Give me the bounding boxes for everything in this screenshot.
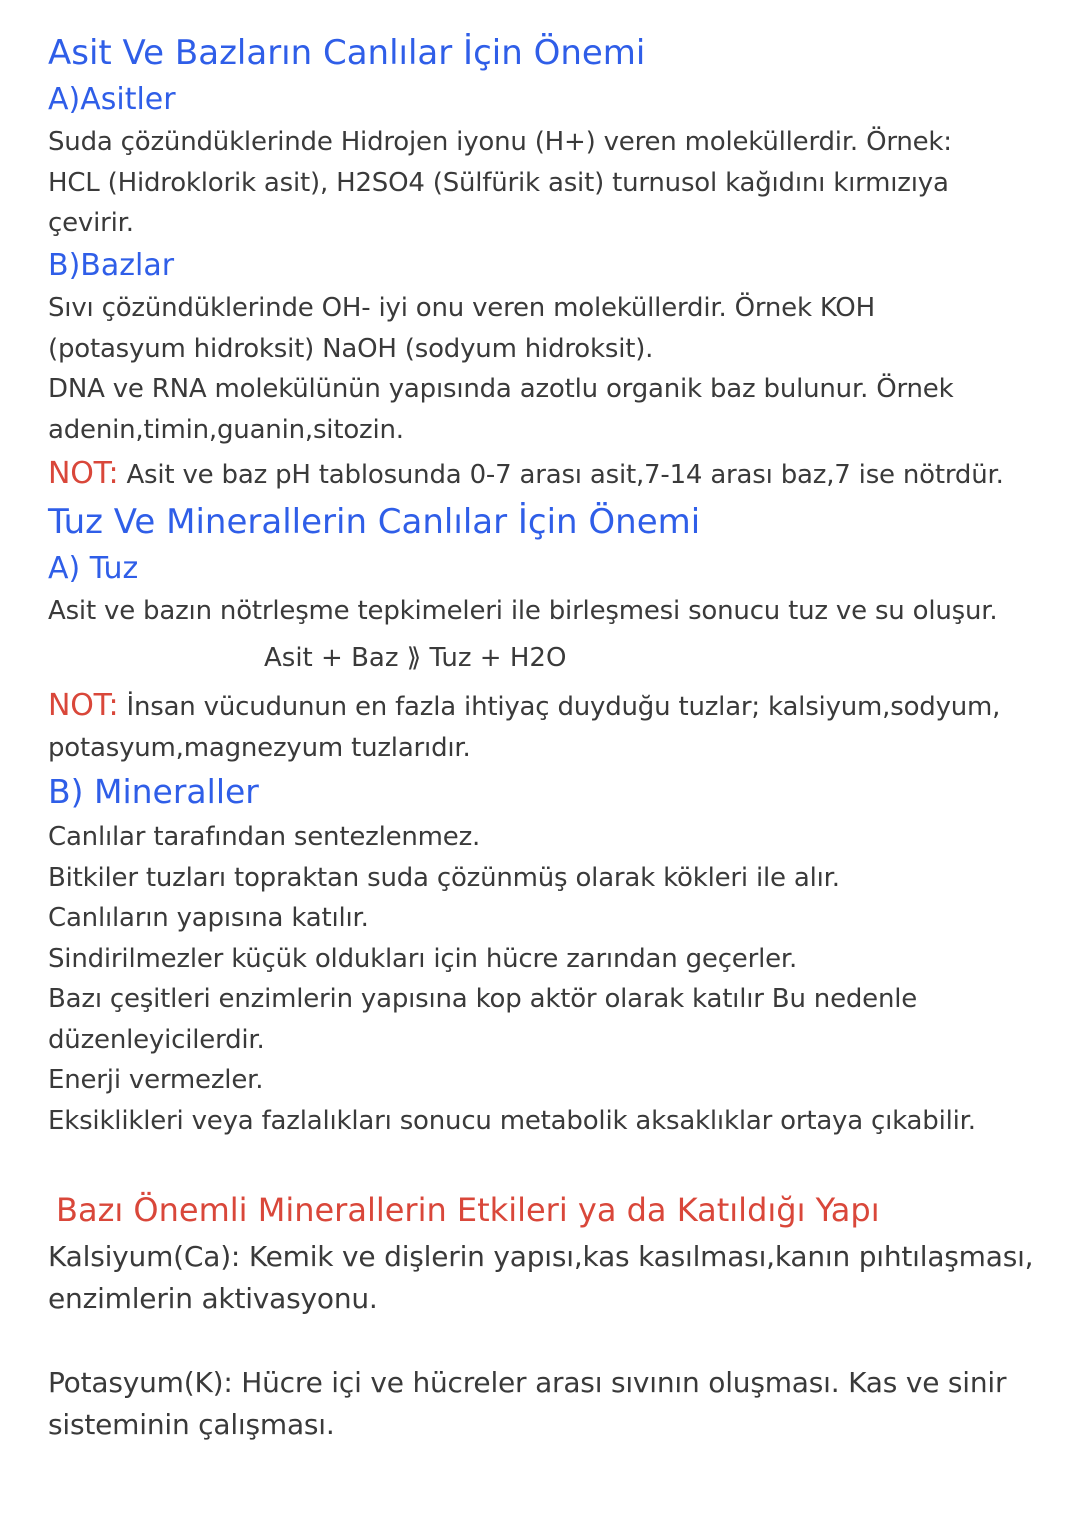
heading-minerals: B) Mineraller bbox=[48, 772, 259, 811]
section-title-important-minerals: Bazı Önemli Minerallerin Etkileri ya da Katıldığı Yapı bbox=[56, 1191, 880, 1229]
minerals-line-4: Sindirilmezler küçük oldukları için hücre zarından geçerler. bbox=[48, 943, 798, 974]
bases-line-2: (potasyum hidroksit) NaOH (sodyum hidroksit). bbox=[48, 333, 654, 364]
potassium-line-1: Potasyum(K): Hücre içi ve hücreler arası sıvının oluşması. Kas ve sinir bbox=[48, 1366, 1007, 1399]
calcium-line-1: Kalsiyum(Ca): Kemik ve dişlerin yapısı,kas kasılması,kanın pıhtılaşması, bbox=[48, 1240, 1034, 1273]
heading-bases: B)Bazlar bbox=[48, 248, 175, 283]
neutralization-equation: Asit + Baz ⟫ Tuz + H2O bbox=[264, 643, 567, 673]
bases-line-4: adenin,timin,guanin,sitozin. bbox=[48, 414, 404, 445]
minerals-line-3: Canlıların yapısına katılır. bbox=[48, 903, 369, 933]
note-salts bbox=[48, 686, 1048, 768]
note-text-line-2: potasyum,magnezyum tuzlarıdır. bbox=[48, 732, 471, 763]
section-title-salt-minerals: Tuz Ve Minerallerin Canlılar İçin Önemi bbox=[48, 502, 701, 542]
calcium-paragraph bbox=[48, 1236, 1048, 1320]
acids-line-1: Suda çözündüklerinde Hidrojen iyonu (H+) veren moleküllerdir. Örnek: bbox=[48, 127, 952, 157]
potassium-paragraph bbox=[48, 1362, 1048, 1446]
potassium-line-2: sisteminin çalışması. bbox=[48, 1408, 335, 1441]
acids-line-2: HCL (Hidroklorik asit), H2SO4 (Sülfürik asit) turnusol kağıdını kırmızıya bbox=[48, 167, 949, 198]
note-label: NOT: bbox=[48, 688, 119, 723]
bases-line-3: DNA ve RNA molekülünün yapısında azotlu organik baz bulunur. Örnek bbox=[48, 374, 954, 404]
note-ph bbox=[48, 454, 1048, 496]
minerals-line-1: Canlılar tarafından sentezlenmez. bbox=[48, 822, 481, 852]
bases-paragraph bbox=[48, 288, 1048, 450]
minerals-line-5: Bazı çeşitleri enzimlerin yapısına kop aktör olarak katılır Bu nedenle bbox=[48, 984, 918, 1014]
acids-paragraph bbox=[48, 122, 1048, 244]
minerals-line-8: Eksiklikleri veya fazlalıkları sonucu metabolik aksaklıklar ortaya çıkabilir. bbox=[48, 1105, 976, 1136]
minerals-line-7: Enerji vermezler. bbox=[48, 1065, 264, 1095]
calcium-line-2: enzimlerin aktivasyonu. bbox=[48, 1282, 378, 1315]
bases-line-1: Sıvı çözündüklerinde OH- iyi onu veren moleküllerdir. Örnek KOH bbox=[48, 293, 875, 323]
note-text: Asit ve baz pH tablosunda 0-7 arası asit,7-14 arası baz,7 ise nötrdür. bbox=[118, 460, 1004, 490]
minerals-paragraph bbox=[48, 817, 1048, 1141]
salt-paragraph bbox=[48, 591, 1048, 632]
acids-line-3: çevirir. bbox=[48, 208, 134, 238]
section-title-acids-bases: Asit Ve Bazların Canlılar İçin Önemi bbox=[48, 33, 646, 73]
note-label: NOT: bbox=[48, 456, 119, 491]
salt-line: Asit ve bazın nötrleşme tepkimeleri ile birleşmesi sonucu tuz ve su oluşur. bbox=[48, 596, 998, 626]
heading-acids: A)Asitler bbox=[48, 82, 176, 117]
minerals-line-6: düzenleyicilerdir. bbox=[48, 1024, 265, 1055]
minerals-line-2: Bitkiler tuzları topraktan suda çözünmüş olarak kökleri ile alır. bbox=[48, 862, 840, 893]
heading-salt: A) Tuz bbox=[48, 551, 139, 586]
note-text-line-1: İnsan vücudunun en fazla ihtiyaç duyduğu tuzlar; kalsiyum,sodyum, bbox=[118, 692, 1001, 722]
